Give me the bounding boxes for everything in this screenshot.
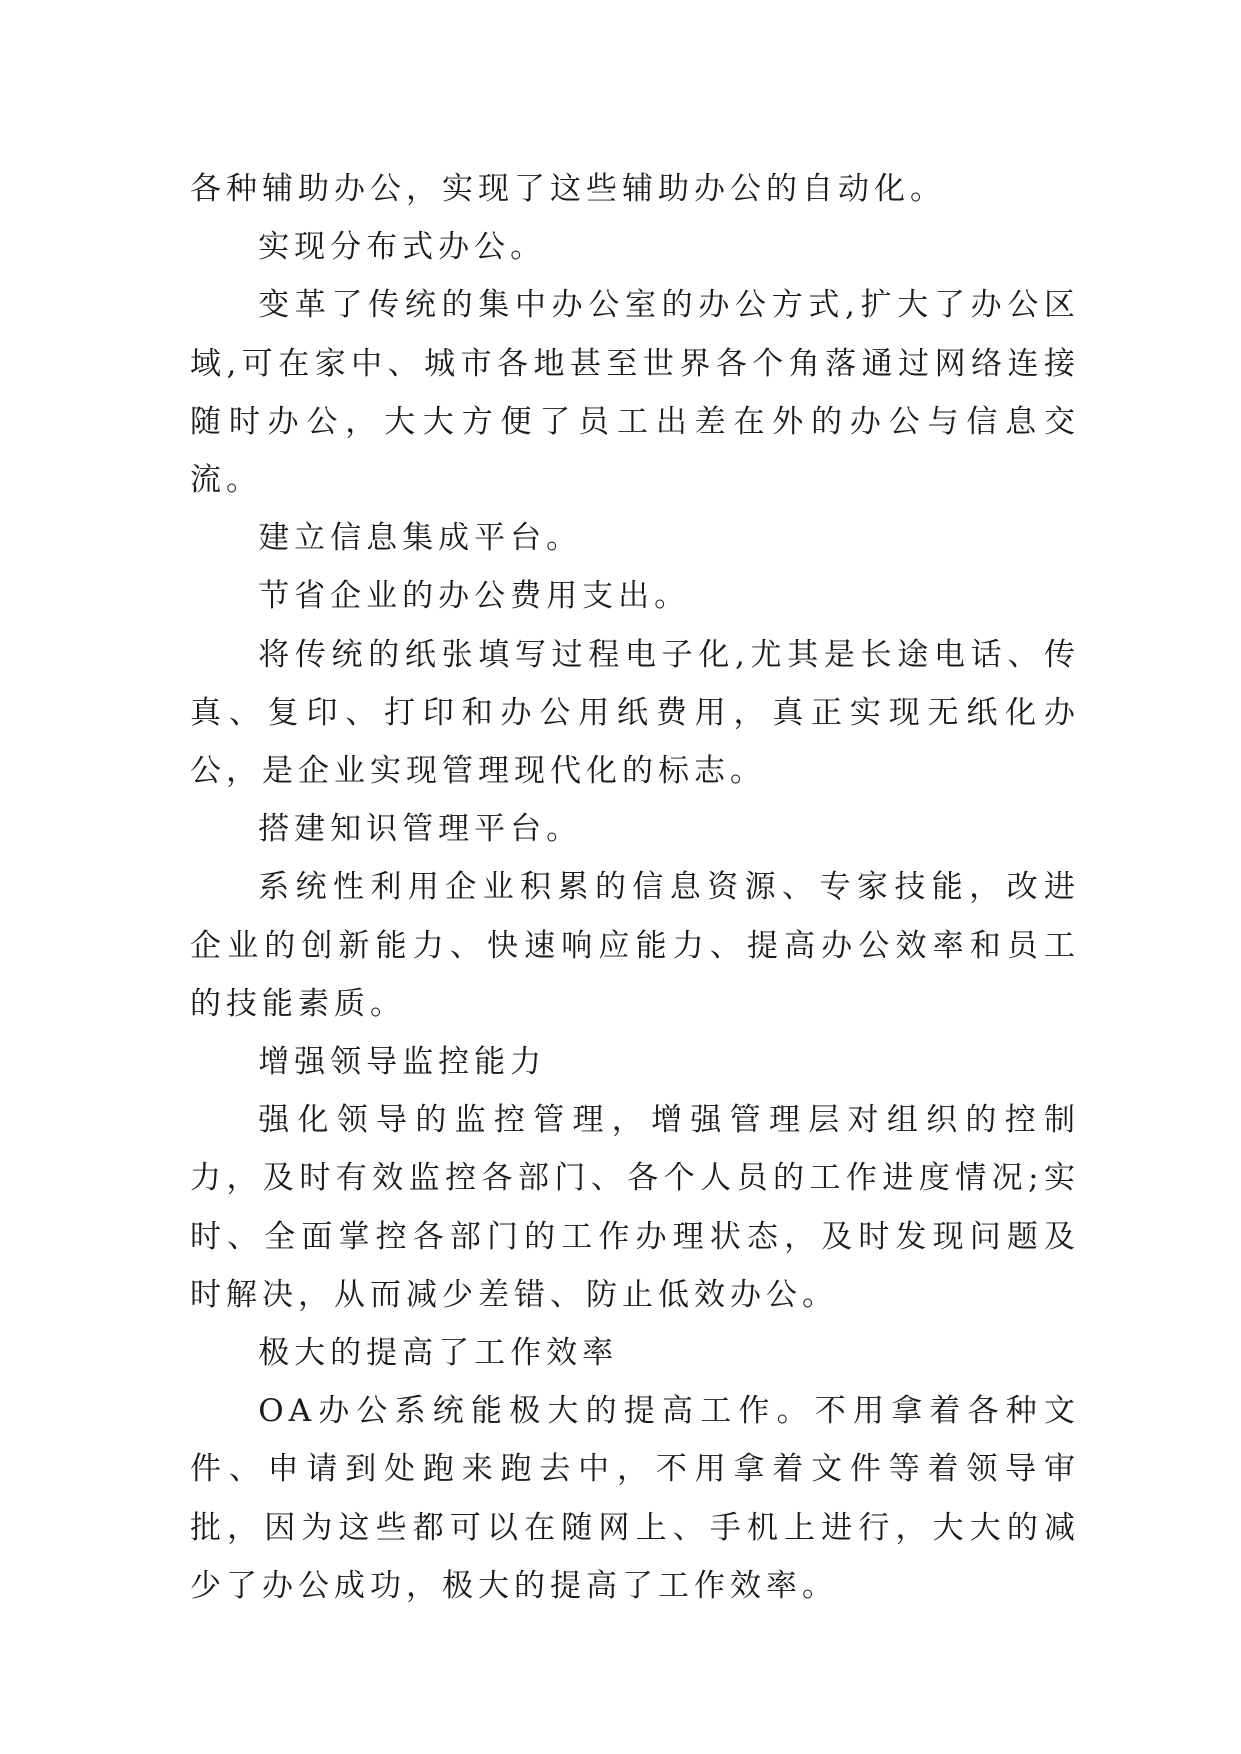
paragraph-work-efficiency: OA办公系统能极大的提高工作。不用拿着各种文件、申请到处跑来跑去中，不用拿着文件等着领导审批，因为这些都可以在随网上、手机上进行，大大的减少了办公成功，极大的提高了工作效率。 <box>190 1393 1080 1604</box>
paragraph-knowledge-platform: 系统性利用企业积累的信息资源、专家技能，改进企业的创新能力、快速响应能力、提高办公效率和员工的技能素质。 <box>190 869 1080 1022</box>
document-body <box>190 160 1080 1615</box>
heading-work-efficiency: 极大的提高了工作效率 <box>258 1335 619 1372</box>
heading-cost-saving: 节省企业的办公费用支出。 <box>258 578 691 615</box>
paragraph-cost-saving: 将传统的纸张填写过程电子化,尤其是长途电话、传真、复印、打印和办公用纸费用，真正实现无纸化办公，是企业实现管理现代化的标志。 <box>190 636 1080 790</box>
heading-leadership-monitoring: 增强领导监控能力 <box>258 1044 547 1081</box>
heading-knowledge-platform: 搭建知识管理平台。 <box>258 811 583 848</box>
heading-information-platform: 建立信息集成平台。 <box>258 520 583 557</box>
paragraph-distributed-office: 变革了传统的集中办公室的办公方式,扩大了办公区域,可在家中、城市各地甚至世界各个角落通过网络连接随时办公，大大方便了员工出差在外的办公与信息交流。 <box>190 287 1080 499</box>
heading-distributed-office: 实现分布式办公。 <box>258 229 547 266</box>
paragraph-leadership-monitoring: 强化领导的监控管理，增强管理层对组织的控制力，及时有效监控各部门、各个人员的工作进度情况;实时、全面掌控各部门的工作办理状态，及时发现问题及时解决，从而减少差错、防止低效办公。 <box>190 1102 1080 1313</box>
paragraph-continuation: 各种辅助办公，实现了这些辅助办公的自动化。 <box>190 171 946 207</box>
